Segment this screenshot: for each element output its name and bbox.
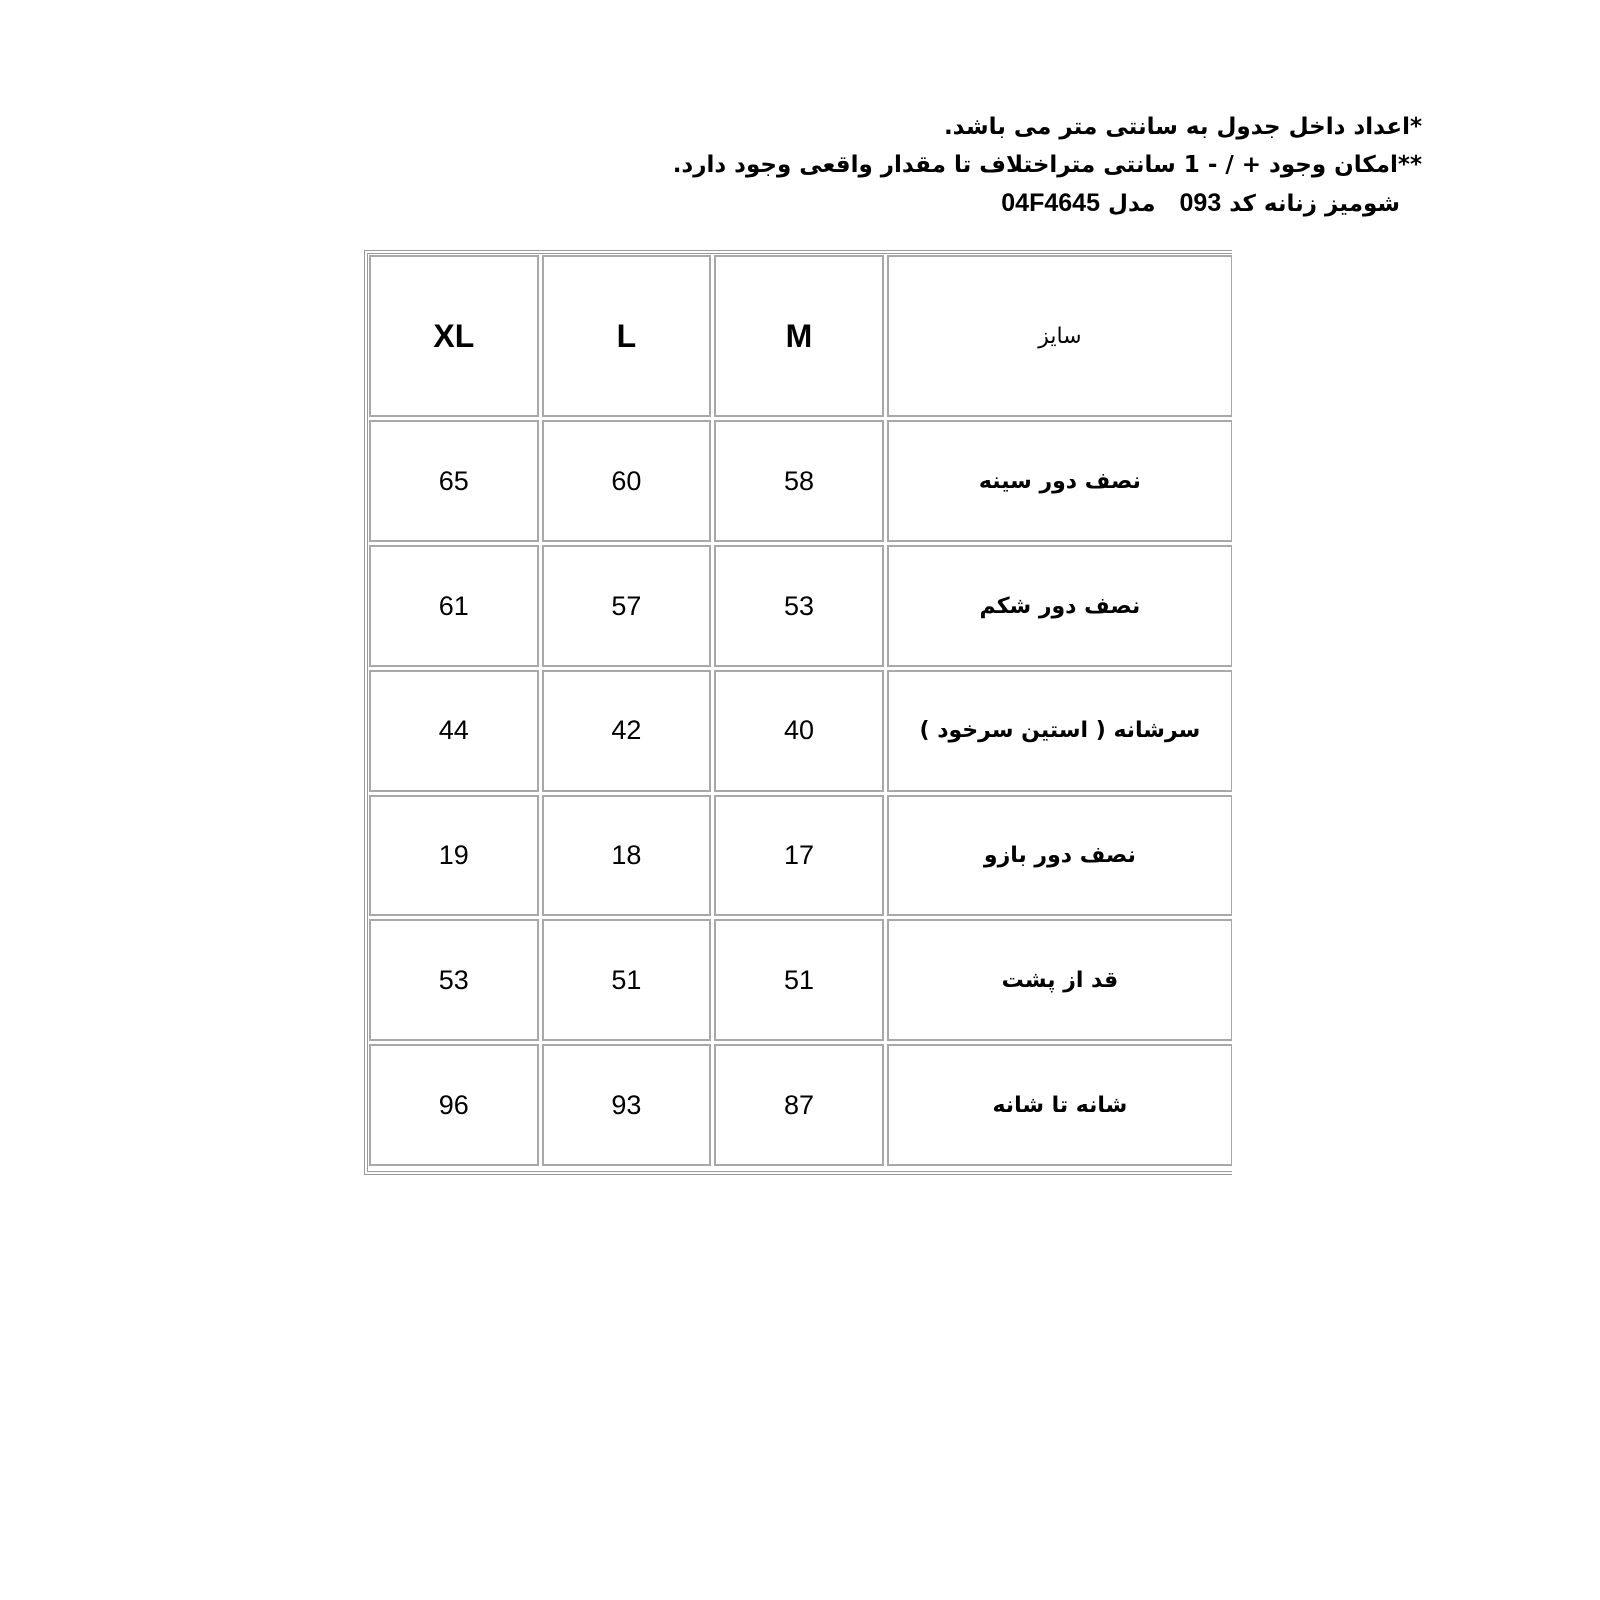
- table-cell-l: 18: [542, 795, 712, 917]
- table-row: [369, 420, 1232, 542]
- table-cell-m: 58: [714, 420, 884, 542]
- size-table: [366, 252, 1232, 1169]
- table-cell-m: 87: [714, 1044, 884, 1166]
- table-cell-l: 60: [542, 420, 712, 542]
- table-cell-xl: 19: [369, 795, 539, 917]
- size-header-xl: XL: [369, 255, 539, 417]
- row-label-half-waist: نصف دور شکم: [887, 545, 1232, 667]
- row-label-shoulder-to-shoulder: شانه تا شانه: [887, 1044, 1232, 1166]
- table-cell-xl: 96: [369, 1044, 539, 1166]
- table-cell-l: 42: [542, 670, 712, 792]
- table-row: [369, 545, 1232, 667]
- size-notes: [662, 108, 1422, 223]
- size-chart: [364, 250, 1232, 1175]
- product-title-prefix: شومیز زنانه کد: [1229, 191, 1400, 217]
- table-cell-xl: 44: [369, 670, 539, 792]
- table-cell-xl: 65: [369, 420, 539, 542]
- table-cell-xl: 61: [369, 545, 539, 667]
- row-label-half-arm: نصف دور بازو: [887, 795, 1232, 917]
- row-label-half-chest: نصف دور سینه: [887, 420, 1232, 542]
- row-label-shoulder: سرشانه ( استین سرخود ): [887, 670, 1232, 792]
- row-label-back-length: قد از پشت: [887, 919, 1232, 1041]
- table-cell-xl: 53: [369, 919, 539, 1041]
- size-header-l: L: [542, 255, 712, 417]
- model-label: مدل: [1108, 191, 1156, 217]
- table-cell-l: 57: [542, 545, 712, 667]
- product-title: [662, 184, 1422, 223]
- table-cell-l: 51: [542, 919, 712, 1041]
- table-cell-l: 93: [542, 1044, 712, 1166]
- table-cell-m: 51: [714, 919, 884, 1041]
- size-header-label: سایز: [887, 255, 1232, 417]
- product-code: 093: [1179, 189, 1222, 217]
- size-header-m: M: [714, 255, 884, 417]
- note-tolerance: **امکان وجود + / - 1 سانتی متراختلاف تا مقدار واقعی وجود دارد.: [672, 152, 1422, 178]
- table-row: [369, 670, 1232, 792]
- table-row: [369, 919, 1232, 1041]
- table-cell-m: 17: [714, 795, 884, 917]
- note-units: *اعداد داخل جدول به سانتی متر می باشد.: [943, 114, 1422, 140]
- table-cell-m: 53: [714, 545, 884, 667]
- table-header-row: [369, 255, 1232, 417]
- table-cell-m: 40: [714, 670, 884, 792]
- table-row: [369, 1044, 1232, 1166]
- model-number: 04F4645: [1001, 189, 1100, 217]
- table-row: [369, 795, 1232, 917]
